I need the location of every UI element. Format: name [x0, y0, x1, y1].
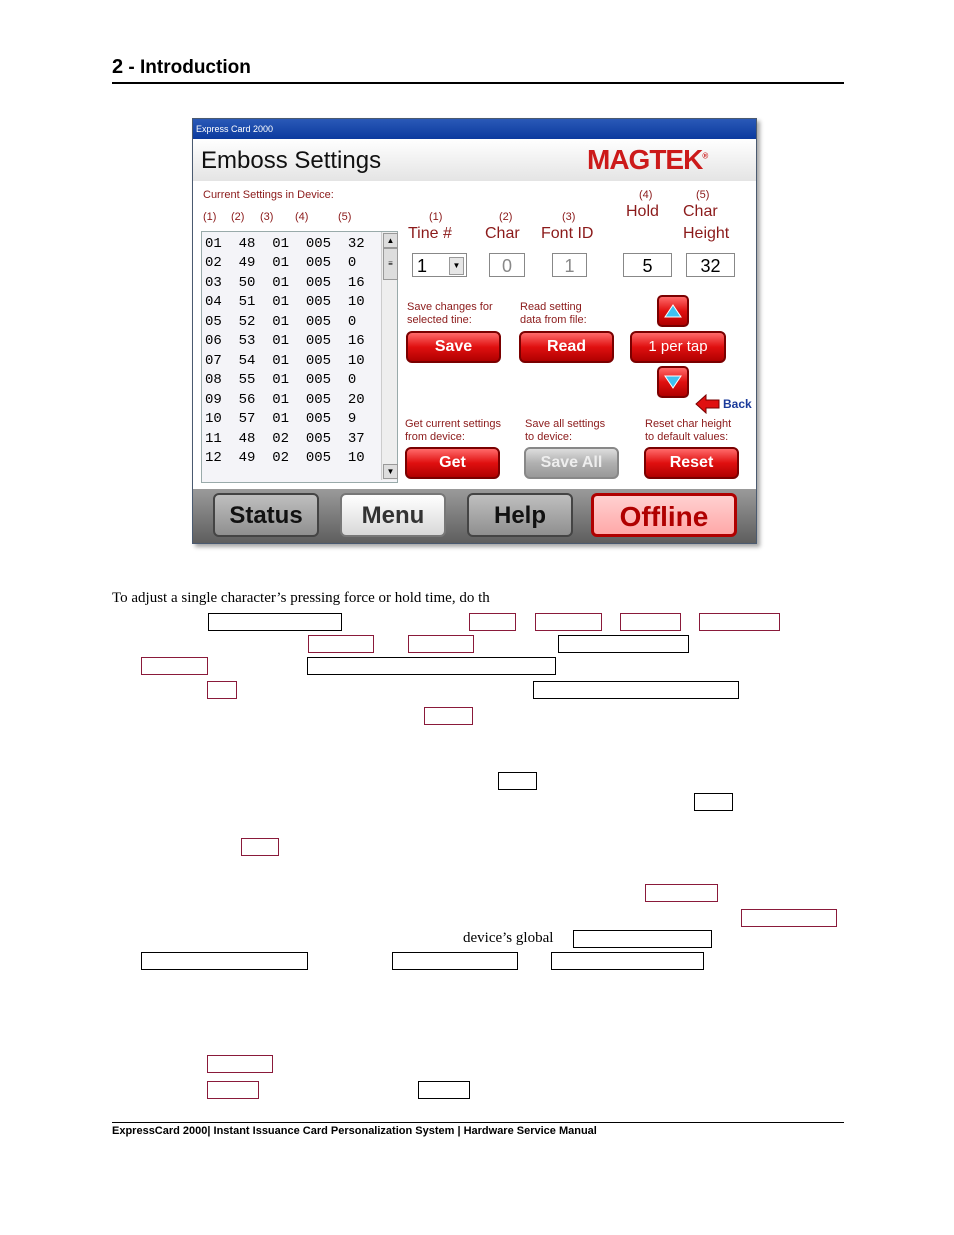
arrow-up-icon [659, 297, 687, 325]
height-num: (5) [696, 189, 710, 201]
font-label: Font ID [541, 225, 594, 242]
footer-rule [112, 1122, 844, 1123]
highlight-box [533, 681, 739, 699]
highlight-box [573, 930, 712, 948]
highlight-box [424, 707, 473, 725]
highlight-box [392, 952, 518, 970]
char-label: Char [485, 225, 520, 242]
font-num: (3) [562, 211, 576, 223]
highlight-box [469, 613, 516, 631]
tine-num: (1) [429, 211, 443, 223]
step-size-button[interactable]: 1 per tap [630, 331, 726, 363]
window-titlebar: Express Card 2000 [193, 119, 756, 139]
chapter-title: - Introduction [123, 57, 251, 78]
char-field[interactable]: 0 [489, 253, 525, 277]
highlight-box [241, 838, 279, 856]
hold-label: Hold [626, 203, 659, 220]
highlight-box [408, 635, 474, 653]
highlight-box [699, 613, 780, 631]
char-height-field[interactable]: 32 [686, 253, 735, 277]
scroll-down-icon[interactable]: ▼ [383, 464, 398, 479]
chevron-down-icon[interactable]: ▼ [449, 257, 464, 275]
list-item[interactable]: 11 48 02 005 37 [205, 431, 365, 447]
chapter-number: 2 [112, 56, 124, 78]
offline-button[interactable]: Offline [591, 493, 737, 537]
highlight-box [694, 793, 733, 811]
reset-button[interactable]: Reset [644, 447, 739, 479]
highlight-box [208, 613, 342, 631]
status-button[interactable]: Status [213, 493, 319, 537]
back-arrow-icon [695, 394, 721, 414]
highlight-box [207, 681, 237, 699]
decrease-button[interactable] [657, 366, 689, 398]
save-button[interactable]: Save [406, 331, 501, 363]
list-col-2: (2) [231, 211, 245, 223]
list-item[interactable]: 06 53 01 005 16 [205, 333, 365, 349]
list-col-3: (3) [260, 211, 274, 223]
settings-listbox[interactable] [201, 231, 398, 483]
highlight-box [498, 772, 537, 790]
save-all-button[interactable]: Save All [524, 447, 619, 479]
global-text: device’s global [463, 930, 554, 946]
hold-field[interactable]: 5 [623, 253, 672, 277]
scroll-thumb[interactable]: ≡ [383, 248, 398, 280]
hold-num: (4) [639, 189, 653, 201]
highlight-box [535, 613, 602, 631]
list-item[interactable]: 04 51 01 005 10 [205, 294, 365, 310]
list-col-1: (1) [203, 211, 217, 223]
char-num: (2) [499, 211, 513, 223]
highlight-box [620, 613, 681, 631]
list-item[interactable]: 03 50 01 005 16 [205, 275, 365, 291]
list-item[interactable]: 09 56 01 005 20 [205, 392, 365, 408]
list-item[interactable]: 01 48 01 005 32 [205, 236, 365, 252]
save-all-help: Save all settings to device: [525, 418, 606, 443]
highlight-box [207, 1055, 273, 1073]
font-id-field[interactable]: 1 [552, 253, 587, 277]
list-col-4: (4) [295, 211, 309, 223]
tine-label: Tine # [408, 225, 452, 242]
get-help: Get current settings from device: [405, 418, 501, 443]
help-button[interactable]: Help [467, 493, 573, 537]
read-help: Read setting data from file: [520, 301, 587, 326]
page-header [112, 56, 251, 79]
list-caption: Current Settings in Device: [203, 189, 334, 201]
list-item[interactable]: 08 55 01 005 0 [205, 372, 357, 388]
arrow-down-icon [659, 368, 687, 396]
highlight-box [558, 635, 689, 653]
list-col-5: (5) [338, 211, 352, 223]
highlight-box [141, 657, 208, 675]
highlight-box [307, 657, 556, 675]
save-help: Save changes for selected tine: [407, 301, 493, 326]
reset-help: Reset char height to default values: [645, 418, 732, 443]
app-window [192, 118, 757, 544]
highlight-box [551, 952, 704, 970]
magtek-logo: MAGTEK® [587, 144, 708, 175]
highlight-box [141, 952, 308, 970]
header-rule [112, 82, 844, 84]
read-button[interactable]: Read [519, 331, 614, 363]
bottom-nav [193, 489, 756, 543]
settings-panel [193, 181, 756, 489]
list-item[interactable]: 10 57 01 005 9 [205, 411, 357, 427]
screen-title: Emboss Settings [201, 147, 382, 174]
get-button[interactable]: Get [405, 447, 500, 479]
list-scrollbar[interactable] [381, 232, 397, 480]
list-item[interactable]: 05 52 01 005 0 [205, 314, 357, 330]
page-footer: ExpressCard 2000| Instant Issuance Card Personalization System | Hardware Service Manual [112, 1125, 597, 1137]
scroll-up-icon[interactable]: ▲ [383, 233, 398, 248]
list-item[interactable]: 12 49 02 005 10 [205, 450, 365, 466]
tine-select[interactable]: 1 ▼ [412, 253, 467, 277]
height-label-2: Height [683, 225, 730, 242]
highlight-box [308, 635, 374, 653]
highlight-box [741, 909, 837, 927]
menu-button[interactable]: Menu [340, 493, 446, 537]
list-item[interactable]: 07 54 01 005 10 [205, 353, 365, 369]
highlight-box [207, 1081, 259, 1099]
highlight-box [645, 884, 718, 902]
body-text: To adjust a single character’s pressing force or hold time, do th [112, 590, 490, 606]
banner [193, 139, 756, 182]
height-label-1: Char [683, 203, 718, 220]
back-button[interactable]: Back [695, 394, 755, 414]
highlight-box [418, 1081, 470, 1099]
increase-button[interactable] [657, 295, 689, 327]
list-item[interactable]: 02 49 01 005 0 [205, 255, 357, 271]
